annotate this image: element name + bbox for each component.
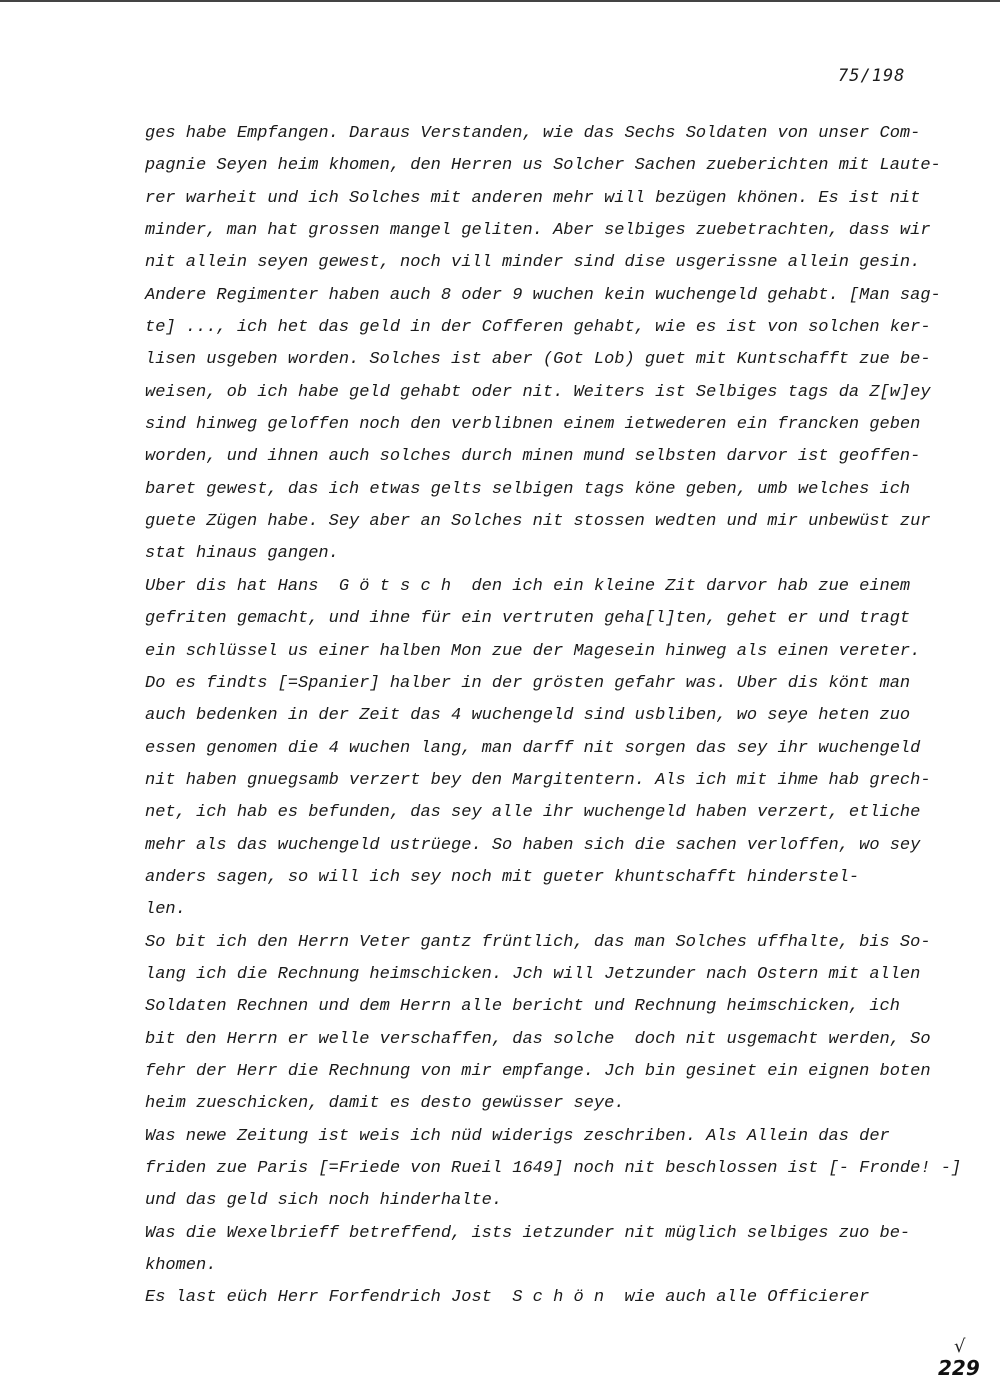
text-line: Was newe Zeitung ist weis ich nüd widerigs zeschriben. Als Allein das der (145, 1126, 890, 1146)
text-line: weisen, ob ich habe geld gehabt oder nit. Weiters ist Selbiges tags da Z[w]ey (145, 382, 931, 402)
text-line: pagnie Seyen heim khomen, den Herren us Solcher Sachen zueberichten mit Laute- (145, 156, 941, 176)
text-line: gefriten gemacht, und ihne für ein vertruten geha[l]ten, gehet er und tragt (145, 609, 911, 629)
check-mark: √ (954, 1336, 966, 1357)
text-line: Uber dis hat Hans G ö t s c h den ich ein kleine Zit darvor hab zue einem (145, 576, 911, 596)
text-line: nit haben gnuegsamb verzert bey den Margitentern. Als ich mit ihme hab grech- (145, 770, 931, 790)
text-line: essen genomen die 4 wuchen lang, man darff nit sorgen das sey ihr wuchengeld (145, 738, 921, 758)
text-line: anders sagen, so will ich sey noch mit gueter khuntschafft hinderstel- (145, 867, 860, 887)
text-line: ein schlüssel us einer halben Mon zue der Magesein hinweg als einen vereter. (145, 641, 921, 661)
text-line: net, ich hab es befunden, das sey alle ihr wuchengeld haben verzert, etliche (145, 803, 921, 823)
text-line: lisen usgeben worden. Solches ist aber (Got Lob) guet mit Kuntschafft zue be- (145, 350, 931, 370)
document-body (145, 118, 962, 1315)
text-line: heim zueschicken, damit es desto gewüsser seye. (145, 1094, 625, 1114)
archive-folio-number: 229 (938, 1356, 980, 1380)
text-line: rer warheit und ich Solches mit anderen mehr will bezügen khönen. Es ist nit (145, 188, 921, 208)
page-number: 75/198 (838, 66, 906, 86)
text-line: minder, man hat grossen mangel geliten. Aber selbiges zuebetrachten, dass wir (145, 221, 931, 241)
text-line: friden zue Paris [=Friede von Rueil 1649] noch nit beschlossen ist [- Fronde! -] (145, 1159, 962, 1178)
text-line: auch bedenken in der Zeit das 4 wuchengeld sind usbliben, wo seye heten zuo (145, 706, 911, 726)
text-line: ges habe Empfangen. Daraus Verstanden, wie das Sechs Soldaten von unser Com- (145, 124, 921, 143)
text-line: Es last eüch Herr Forfendrich Jost S c h ö n wie auch alle Officierer (145, 1288, 870, 1308)
text-line: guete Zügen habe. Sey aber an Solches nit stossen wedten und mir unbewüst zur (145, 512, 931, 532)
text-line: bit den Herrn er welle verschaffen, das solche doch nit usgemacht werden, So (145, 1029, 931, 1049)
scan-edge (0, 0, 1000, 2)
text-line: mehr als das wuchengeld ustrüege. So haben sich die sachen verloffen, wo sey (145, 835, 921, 855)
text-line: baret gewest, das ich etwas gelts selbigen tags köne geben, umb welches ich (145, 479, 911, 499)
text-line: khomen. (145, 1256, 217, 1276)
text-line: Soldaten Rechnen und dem Herrn alle bericht und Rechnung heimschicken, ich (145, 997, 900, 1017)
text-line: Was die Wexelbrieff betreffend, ists ietzunder nit müglich selbiges zuo be- (145, 1223, 911, 1243)
text-line: sind hinweg geloffen noch den verblibnen einem ietwederen ein francken geben (145, 415, 921, 435)
text-line: len. (145, 900, 186, 920)
text-line: fehr der Herr die Rechnung von mir empfange. Jch bin gesinet ein eignen boten (145, 1061, 931, 1081)
text-line: und das geld sich noch hinderhalte. (145, 1191, 503, 1211)
text-line: Andere Regimenter haben auch 8 oder 9 wuchen kein wuchengeld gehabt. [Man sag- (145, 285, 941, 305)
text-line: Do es findts [=Spanier] halber in der grösten gefahr was. Uber dis könt man (145, 673, 911, 693)
text-line: te] ..., ich het das geld in der Cofferen gehabt, wie es ist von solchen ker- (145, 318, 931, 338)
text-line: lang ich die Rechnung heimschicken. Jch will Jetzunder nach Ostern mit allen (145, 964, 921, 984)
text-line: So bit ich den Herrn Veter gantz früntlich, das man Solches uffhalte, bis So- (145, 932, 931, 952)
text-line: nit allein seyen gewest, noch vill minder sind dise usgerissne allein gesin. (145, 253, 921, 273)
text-line: worden, und ihnen auch solches durch minen mund selbsten darvor ist geoffen- (145, 447, 921, 467)
text-line: stat hinaus gangen. (145, 544, 339, 564)
